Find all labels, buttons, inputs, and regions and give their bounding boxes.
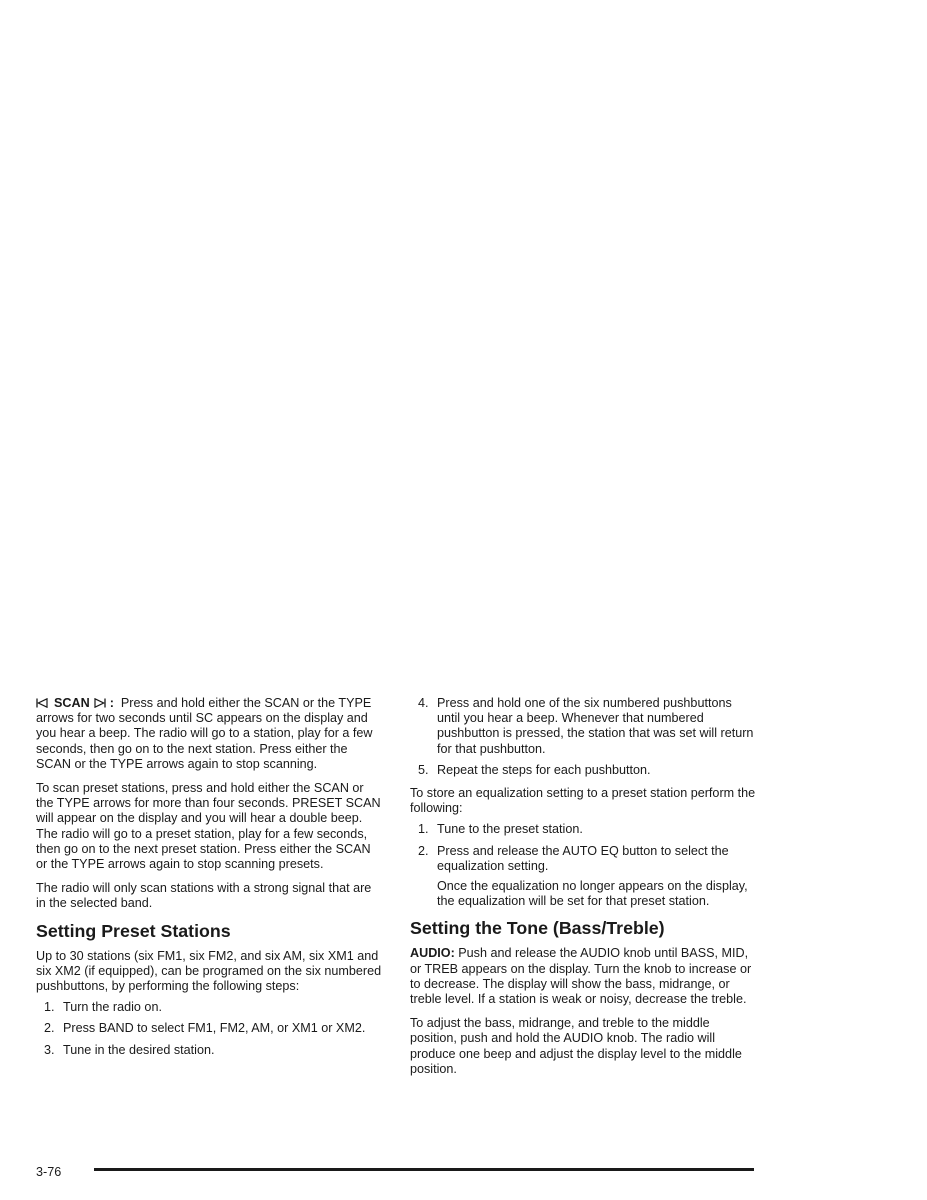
scan-heading: SCAN [54, 696, 90, 710]
audio-label: AUDIO: [410, 946, 455, 961]
list-item [410, 696, 756, 757]
footer-rule [94, 1168, 754, 1171]
preset-intro-paragraph: Up to 30 stations (six FM1, six FM2, and six AM, six XM1 and six XM2 (if equipped), can be programed on the six numbered pushbuttons, by performing the following steps: [36, 948, 382, 994]
step-text: Press and release the AUTO EQ button to select the equalization setting. [437, 843, 729, 873]
step-text: Press and hold one of the six numbered pushbuttons until you hear a beep. Whenever that numbered pushbutton is pressed, the station that was set will return for that pushbutton. [437, 696, 754, 756]
setting-tone-heading: Setting the Tone (Bass/Treble) [410, 918, 665, 939]
preset-scan-paragraph: To scan preset stations, press and hold either the SCAN or the TYPE arrows for more than four seconds. PRESET SCAN will appear on the display and you will hear a double beep. The radio will go to a preset station, play for a few seconds, then go on to the next preset station. Press either the SCAN or the TYPE arrows again to stop scanning presets. [36, 781, 381, 872]
left-column [36, 696, 382, 1066]
preset-steps-list [36, 1000, 382, 1058]
step-text: Press BAND to select FM1, FM2, AM, or XM1 or XM2. [63, 1021, 366, 1036]
page-number: 3-76 [36, 1165, 62, 1179]
strong-signal-paragraph: The radio will only scan stations with a strong signal that are in the selected band. [36, 881, 372, 911]
scan-colon: : [109, 696, 114, 710]
scan-forward-icon [94, 698, 106, 708]
eq-steps-list [410, 822, 756, 874]
scan-text: Press and hold either the SCAN or the TYPE arrows for two seconds until SC appears on the display and you hear a beep. The radio will go to a station, play for a few seconds, then go on to the next station. Press either the SCAN or the TYPE arrows again to stop scanning. [36, 696, 373, 771]
step-text: Tune in the desired station. [63, 1042, 215, 1057]
preset-steps-continued-list [410, 696, 756, 778]
list-item [410, 763, 756, 778]
right-column [410, 696, 756, 1086]
list-item [410, 822, 756, 837]
step-number: 4. [418, 696, 429, 710]
list-item [36, 1021, 382, 1036]
scan-paragraph [36, 696, 382, 772]
step-text: Tune to the preset station. [437, 822, 583, 837]
list-item [410, 844, 756, 874]
step-number: 2. [418, 843, 429, 858]
setting-preset-stations-heading: Setting Preset Stations [36, 920, 231, 941]
eq-intro-paragraph: To store an equalization setting to a preset station perform the following: [410, 786, 756, 816]
list-item [36, 1043, 382, 1058]
step-number: 1. [44, 1000, 55, 1015]
eq-note-paragraph: Once the equalization no longer appears on the display, the equalization will be set for that preset station. [437, 879, 748, 909]
list-item [36, 1000, 382, 1015]
step-number: 2. [44, 1021, 55, 1036]
audio-text: Push and release the AUDIO knob until BASS, MID, or TREB appears on the display. Turn the knob to increase or to decrease. The display will show the bass, midrange, or treble level. If a station is weak or noisy, decrease the treble. [410, 946, 752, 1007]
adjust-paragraph: To adjust the bass, midrange, and treble to the middle position, push and hold the AUDIO knob. The radio will produce one beep and adjust the display level to the middle position. [410, 1016, 742, 1076]
step-text: Turn the radio on. [63, 1000, 162, 1015]
step-number: 1. [418, 822, 429, 837]
scan-back-icon [36, 698, 48, 708]
step-number: 3. [44, 1042, 55, 1057]
step-text: Repeat the steps for each pushbutton. [437, 762, 651, 777]
step-number: 5. [418, 762, 429, 777]
audio-paragraph [410, 946, 756, 1007]
